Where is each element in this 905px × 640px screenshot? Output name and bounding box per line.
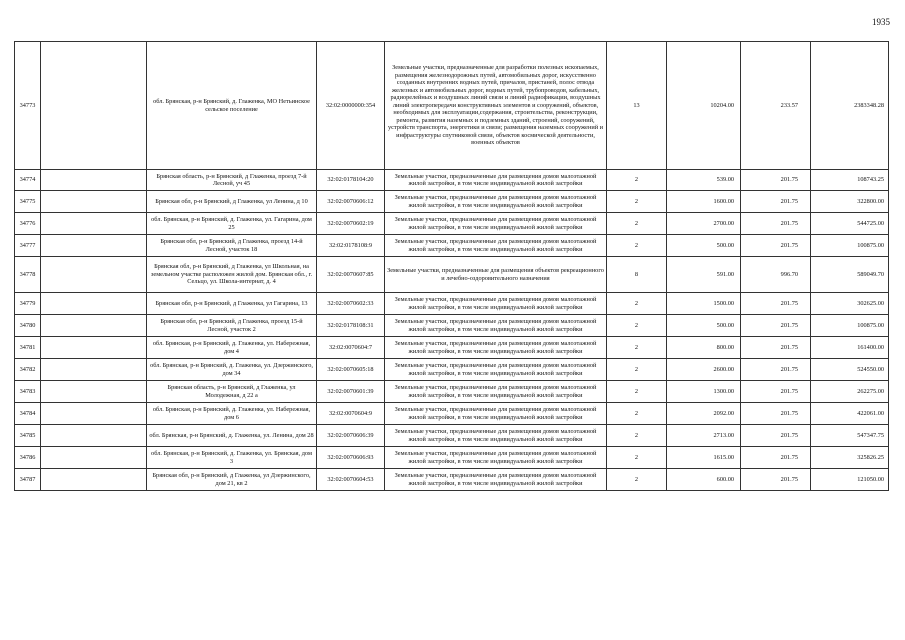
record-number-cell: 34783: [15, 381, 41, 403]
permitted-use-cell: Земельные участки, предназначенные для размещения домов малоэтажной жилой застройки, в том числе индивидуальной жилой застройки: [385, 469, 607, 491]
cadastral-number-cell: 32:02:0000000:354: [317, 42, 385, 170]
record-number-cell: 34778: [15, 257, 41, 293]
record-number-cell: 34787: [15, 469, 41, 491]
record-number-cell: 34786: [15, 447, 41, 469]
cadastral-number-cell: 32:02:0178108:9: [317, 235, 385, 257]
use-group-cell: 2: [607, 315, 667, 337]
cadastral-number-cell: 32:02:0178108:31: [317, 315, 385, 337]
empty-cell: [41, 235, 147, 257]
use-group-cell: 8: [607, 257, 667, 293]
table-row: [15, 315, 889, 337]
use-group-cell: 2: [607, 425, 667, 447]
table-row: [15, 170, 889, 191]
address-cell: Брянская область, р-н Брянский, д Глаженка, ул Молодежная, д 22 а: [147, 381, 317, 403]
specific-value-cell: 201.75: [741, 425, 811, 447]
address-cell: Брянская обл, р-н Брянский, д Глаженка, ул Гагарина, 13: [147, 293, 317, 315]
table-row: [15, 337, 889, 359]
area-cell: 2700.00: [667, 213, 741, 235]
empty-cell: [41, 293, 147, 315]
area-cell: 539.00: [667, 170, 741, 191]
empty-cell: [41, 213, 147, 235]
address-cell: обл. Брянская, р-н Брянский, д. Глаженка, ул. Гагарина, дом 25: [147, 213, 317, 235]
permitted-use-cell: Земельные участки, предназначенные для размещения домов малоэтажной жилой застройки, в том числе индивидуальной жилой застройки: [385, 425, 607, 447]
table-row: [15, 293, 889, 315]
cadastral-number-cell: 32:02:0178104:20: [317, 170, 385, 191]
specific-value-cell: 201.75: [741, 403, 811, 425]
table-row: [15, 425, 889, 447]
empty-cell: [41, 359, 147, 381]
area-cell: 2713.00: [667, 425, 741, 447]
area-cell: 500.00: [667, 235, 741, 257]
record-number-cell: 34775: [15, 191, 41, 213]
cadastral-value-cell: 108743.25: [811, 170, 889, 191]
address-cell: обл. Брянская, р-н Брянский, д. Глаженка, ул. Брянская, дом 3: [147, 447, 317, 469]
cadastral-number-cell: 32:02:0070604:9: [317, 403, 385, 425]
specific-value-cell: 201.75: [741, 469, 811, 491]
cadastral-value-cell: 302625.00: [811, 293, 889, 315]
use-group-cell: 2: [607, 170, 667, 191]
cadastral-number-cell: 32:02:0070605:18: [317, 359, 385, 381]
cadastral-value-cell: 100875.00: [811, 315, 889, 337]
permitted-use-cell: Земельные участки, предназначенные для размещения объектов рекреационного и лечебно-оздоровительного назначения: [385, 257, 607, 293]
cadastral-number-cell: 32:02:0070604:7: [317, 337, 385, 359]
cadastral-value-cell: 524550.00: [811, 359, 889, 381]
record-number-cell: 34776: [15, 213, 41, 235]
specific-value-cell: 201.75: [741, 170, 811, 191]
specific-value-cell: 201.75: [741, 315, 811, 337]
permitted-use-cell: Земельные участки, предназначенные для размещения домов малоэтажной жилой застройки, в том числе индивидуальной жилой застройки: [385, 403, 607, 425]
specific-value-cell: 201.75: [741, 191, 811, 213]
empty-cell: [41, 425, 147, 447]
address-cell: обл. Брянская, р-н Брянский, д. Глаженка, ул. Ленина, дом 28: [147, 425, 317, 447]
cadastral-value-cell: 547347.75: [811, 425, 889, 447]
cadastral-value-cell: 2383348.28: [811, 42, 889, 170]
permitted-use-cell: Земельные участки, предназначенные для размещения домов малоэтажной жилой застройки, в том числе индивидуальной жилой застройки: [385, 337, 607, 359]
address-cell: Брянская область, р-н Брянский, д Глаженка, проезд 7-й Лесной, уч 45: [147, 170, 317, 191]
area-cell: 2600.00: [667, 359, 741, 381]
specific-value-cell: 201.75: [741, 293, 811, 315]
area-cell: 10204.00: [667, 42, 741, 170]
area-cell: 600.00: [667, 469, 741, 491]
empty-cell: [41, 42, 147, 170]
permitted-use-cell: Земельные участки, предназначенные для размещения домов малоэтажной жилой застройки, в том числе индивидуальной жилой застройки: [385, 293, 607, 315]
cadastral-value-cell: 544725.00: [811, 213, 889, 235]
specific-value-cell: 201.75: [741, 337, 811, 359]
cadastral-value-cell: 100875.00: [811, 235, 889, 257]
address-cell: Брянская обл, р-н Брянский, д Глаженка, ул Школьная, на земельном участке расположен жилой дом. Брянская обл., г. Сельцо, ул. Школа-интернат, д. 4: [147, 257, 317, 293]
record-number-cell: 34782: [15, 359, 41, 381]
cadastral-value-cell: 325826.25: [811, 447, 889, 469]
record-number-cell: 34780: [15, 315, 41, 337]
empty-cell: [41, 403, 147, 425]
empty-cell: [41, 469, 147, 491]
table-row: [15, 359, 889, 381]
use-group-cell: 2: [607, 381, 667, 403]
specific-value-cell: 201.75: [741, 381, 811, 403]
area-cell: 2092.00: [667, 403, 741, 425]
cadastral-number-cell: 32:02:0070606:12: [317, 191, 385, 213]
address-cell: обл. Брянская, р-н Брянский, д. Глаженка, ул. Набережная, дом 4: [147, 337, 317, 359]
area-cell: 1600.00: [667, 191, 741, 213]
table-row: [15, 469, 889, 491]
specific-value-cell: 201.75: [741, 447, 811, 469]
permitted-use-cell: Земельные участки, предназначенные для размещения домов малоэтажной жилой застройки, в том числе индивидуальной жилой застройки: [385, 170, 607, 191]
page-number: 1935: [872, 17, 890, 27]
table-row: [15, 403, 889, 425]
use-group-cell: 2: [607, 447, 667, 469]
table-row: [15, 42, 889, 170]
cadastral-value-cell: 161400.00: [811, 337, 889, 359]
use-group-cell: 2: [607, 469, 667, 491]
cadastral-value-cell: 121050.00: [811, 469, 889, 491]
area-cell: 800.00: [667, 337, 741, 359]
cadastral-value-cell: 322800.00: [811, 191, 889, 213]
specific-value-cell: 233.57: [741, 42, 811, 170]
permitted-use-cell: Земельные участки, предназначенные для размещения домов малоэтажной жилой застройки, в том числе индивидуальной жилой застройки: [385, 315, 607, 337]
permitted-use-cell: Земельные участки, предназначенные для размещения домов малоэтажной жилой застройки, в том числе индивидуальной жилой застройки: [385, 359, 607, 381]
cadastral-number-cell: 32:02:0070601:39: [317, 381, 385, 403]
empty-cell: [41, 191, 147, 213]
cadastral-value-cell: 422061.00: [811, 403, 889, 425]
use-group-cell: 2: [607, 403, 667, 425]
area-cell: 500.00: [667, 315, 741, 337]
permitted-use-cell: Земельные участки, предназначенные для размещения домов малоэтажной жилой застройки, в том числе индивидуальной жилой застройки: [385, 191, 607, 213]
table-row: [15, 257, 889, 293]
permitted-use-cell: Земельные участки, предназначенные для разработки полезных ископаемых, размещения железнодорожных путей, автомобильных дорог, искусственно созданных внутренних водных путей, причалов, пристаней, полос отвода железных и автомобильных дорог, водных путей, трубопроводов, кабельных, радиорелейных и воздушных линий связи и линий радиофикации, воздушных линий электропередачи конструктивных элементов и сооружений, объектов, необходимых для эксплуатации,содержания, строительства, реконструкции, ремонта, развития наземных и подземных зданий, строений, сооружений, устройств транспорта, энергетики и связи; размещения наземных сооружений и инфраструктуры спутниковой связи, объектов космической деятельности, военных объектов: [385, 42, 607, 170]
record-number-cell: 34781: [15, 337, 41, 359]
specific-value-cell: 201.75: [741, 235, 811, 257]
table-row: [15, 235, 889, 257]
cadastral-number-cell: 32:02:0070606:93: [317, 447, 385, 469]
area-cell: 1500.00: [667, 293, 741, 315]
use-group-cell: 2: [607, 235, 667, 257]
record-number-cell: 34779: [15, 293, 41, 315]
permitted-use-cell: Земельные участки, предназначенные для размещения домов малоэтажной жилой застройки, в том числе индивидуальной жилой застройки: [385, 213, 607, 235]
specific-value-cell: 996.70: [741, 257, 811, 293]
address-cell: обл. Брянская, р-н Брянский, д. Глаженка, МО Нетьинское сельское поселение: [147, 42, 317, 170]
area-cell: 1300.00: [667, 381, 741, 403]
address-cell: обл. Брянская, р-н Брянский, д. Глаженка, ул. Набережная, дом 6: [147, 403, 317, 425]
address-cell: Брянская обл, р-н Брянский, д Глаженка, ул Ленина, д 10: [147, 191, 317, 213]
table-row: [15, 381, 889, 403]
cadastral-number-cell: 32:02:0070602:33: [317, 293, 385, 315]
cadastral-number-cell: 32:02:0070602:19: [317, 213, 385, 235]
use-group-cell: 2: [607, 293, 667, 315]
address-cell: Брянская обл, р-н Брянский, д Глаженка, ул Дзержинского, дом 21, кв 2: [147, 469, 317, 491]
cadastral-number-cell: 32:02:0070604:53: [317, 469, 385, 491]
empty-cell: [41, 447, 147, 469]
specific-value-cell: 201.75: [741, 213, 811, 235]
cadastral-value-table: [14, 41, 889, 491]
empty-cell: [41, 257, 147, 293]
address-cell: обл. Брянская, р-н Брянский, д. Глаженка, ул. Дзержинского, дом 34: [147, 359, 317, 381]
use-group-cell: 2: [607, 359, 667, 381]
area-cell: 591.00: [667, 257, 741, 293]
permitted-use-cell: Земельные участки, предназначенные для размещения домов малоэтажной жилой застройки, в том числе индивидуальной жилой застройки: [385, 381, 607, 403]
record-number-cell: 34785: [15, 425, 41, 447]
use-group-cell: 2: [607, 191, 667, 213]
address-cell: Брянская обл, р-н Брянский, д Глаженка, проезд 15-й Лесной, участок 2: [147, 315, 317, 337]
specific-value-cell: 201.75: [741, 359, 811, 381]
empty-cell: [41, 381, 147, 403]
area-cell: 1615.00: [667, 447, 741, 469]
permitted-use-cell: Земельные участки, предназначенные для размещения домов малоэтажной жилой застройки, в том числе индивидуальной жилой застройки: [385, 447, 607, 469]
record-number-cell: 34777: [15, 235, 41, 257]
empty-cell: [41, 170, 147, 191]
address-cell: Брянская обл, р-н Брянский, д Глаженка, проезд 14-й Лесной, участок 18: [147, 235, 317, 257]
cadastral-number-cell: 32:02:0070606:39: [317, 425, 385, 447]
cadastral-value-cell: 589049.70: [811, 257, 889, 293]
record-number-cell: 34774: [15, 170, 41, 191]
record-number-cell: 34773: [15, 42, 41, 170]
use-group-cell: 2: [607, 213, 667, 235]
table-row: [15, 213, 889, 235]
use-group-cell: 13: [607, 42, 667, 170]
table-row: [15, 447, 889, 469]
use-group-cell: 2: [607, 337, 667, 359]
table-row: [15, 191, 889, 213]
cadastral-value-cell: 262275.00: [811, 381, 889, 403]
empty-cell: [41, 315, 147, 337]
record-number-cell: 34784: [15, 403, 41, 425]
cadastral-number-cell: 32:02:0070607:85: [317, 257, 385, 293]
empty-cell: [41, 337, 147, 359]
permitted-use-cell: Земельные участки, предназначенные для размещения домов малоэтажной жилой застройки, в том числе индивидуальной жилой застройки: [385, 235, 607, 257]
